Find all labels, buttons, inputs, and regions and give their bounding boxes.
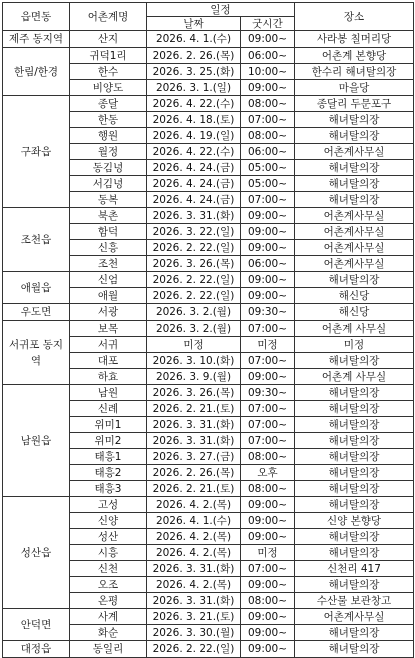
place-cell: 어촌계사무실 (295, 224, 414, 240)
time-cell: 06:00~ (241, 256, 295, 272)
date-cell: 미정 (147, 337, 241, 353)
village-cell: 조천 (70, 256, 147, 272)
village-cell: 서귀 (70, 337, 147, 353)
village-cell: 신천 (70, 561, 147, 577)
village-cell: 서김녕 (70, 176, 147, 192)
place-cell: 해녀탈의장 (295, 625, 414, 641)
place-cell: 종달리 두문포구 (295, 96, 414, 112)
place-cell: 한수리 해녀탈의장 (295, 64, 414, 80)
place-cell: 해신당 (295, 288, 414, 304)
region-cell: 서귀포 동지역 (3, 321, 70, 385)
time-cell: 09:00~ (241, 272, 295, 288)
time-cell: 09:00~ (241, 288, 295, 304)
village-cell: 화순 (70, 625, 147, 641)
date-cell: 2026. 4. 24.(금) (147, 192, 241, 208)
region-cell: 대정읍 (3, 641, 70, 658)
date-cell: 2026. 3. 21.(토) (147, 609, 241, 625)
time-cell: 05:00~ (241, 160, 295, 176)
date-cell: 2026. 4. 2.(목) (147, 529, 241, 545)
time-cell: 07:00~ (241, 401, 295, 417)
date-cell: 2026. 3. 27.(금) (147, 449, 241, 465)
table-row (3, 385, 414, 401)
region-cell: 남원읍 (3, 385, 70, 497)
date-cell: 2026. 3. 2.(월) (147, 304, 241, 321)
place-cell: 어촌계 본향당 (295, 48, 414, 64)
place-cell: 어촌계사무실 (295, 256, 414, 272)
time-cell: 09:00~ (241, 80, 295, 96)
date-cell: 2026. 4. 2.(목) (147, 545, 241, 561)
time-cell: 07:00~ (241, 112, 295, 128)
village-cell: 애월 (70, 288, 147, 304)
table-row (3, 321, 414, 337)
time-cell: 09:00~ (241, 224, 295, 240)
place-cell: 어촌계사무실 (295, 144, 414, 160)
date-cell: 2026. 4. 24.(금) (147, 160, 241, 176)
village-cell: 오조 (70, 577, 147, 593)
place-cell: 해녀탈의장 (295, 481, 414, 497)
date-cell: 2026. 3. 31.(화) (147, 433, 241, 449)
time-cell: 09:00~ (241, 513, 295, 529)
village-cell: 위미2 (70, 433, 147, 449)
table-body (3, 31, 414, 658)
time-cell: 오후 (241, 465, 295, 481)
region-cell: 애월읍 (3, 272, 70, 304)
time-cell: 05:00~ (241, 176, 295, 192)
time-cell: 09:30~ (241, 304, 295, 321)
table-row (3, 304, 414, 321)
date-cell: 2026. 2. 26.(목) (147, 48, 241, 64)
village-cell: 귀덕1리 (70, 48, 147, 64)
village-cell: 신양 (70, 513, 147, 529)
date-cell: 2026. 4. 19.(일) (147, 128, 241, 144)
date-cell: 2026. 3. 2.(월) (147, 321, 241, 337)
region-cell: 성산읍 (3, 497, 70, 609)
date-cell: 2026. 4. 24.(금) (147, 176, 241, 192)
village-cell: 한수 (70, 64, 147, 80)
place-cell: 어촌계사무실 (295, 208, 414, 224)
region-cell: 조천읍 (3, 208, 70, 272)
date-cell: 2026. 2. 22.(일) (147, 288, 241, 304)
date-cell: 2026. 2. 22.(일) (147, 272, 241, 288)
time-cell: 07:00~ (241, 417, 295, 433)
village-cell: 사계 (70, 609, 147, 625)
table-row (3, 48, 414, 64)
date-cell: 2026. 3. 1.(일) (147, 80, 241, 96)
place-cell: 사라봉 칠머리당 (295, 31, 414, 48)
village-cell: 비양도 (70, 80, 147, 96)
place-cell: 어촌계 사무실 (295, 321, 414, 337)
village-cell: 종달 (70, 96, 147, 112)
village-cell: 신례 (70, 401, 147, 417)
time-cell: 미정 (241, 337, 295, 353)
village-cell: 산지 (70, 31, 147, 48)
date-cell: 2026. 4. 2.(목) (147, 497, 241, 513)
time-cell: 09:00~ (241, 31, 295, 48)
time-cell: 09:00~ (241, 240, 295, 256)
place-cell: 해녀탈의장 (295, 176, 414, 192)
village-cell: 태흥3 (70, 481, 147, 497)
date-cell: 2026. 4. 22.(수) (147, 96, 241, 112)
time-cell: 09:00~ (241, 609, 295, 625)
village-cell: 서광 (70, 304, 147, 321)
place-cell: 해녀탈의장 (295, 497, 414, 513)
place-cell: 해녀탈의장 (295, 401, 414, 417)
region-cell: 우도면 (3, 304, 70, 321)
header-date: 날짜 (147, 17, 241, 31)
place-cell: 신천리 417 (295, 561, 414, 577)
header-time: 굿시간 (241, 17, 295, 31)
village-cell: 성산 (70, 529, 147, 545)
place-cell: 해녀탈의장 (295, 417, 414, 433)
date-cell: 2026. 3. 30.(월) (147, 625, 241, 641)
date-cell: 2026. 4. 1.(수) (147, 513, 241, 529)
region-cell: 안덕면 (3, 609, 70, 641)
time-cell: 09:00~ (241, 208, 295, 224)
village-cell: 신엄 (70, 272, 147, 288)
table-header (3, 3, 414, 31)
place-cell: 마을당 (295, 80, 414, 96)
date-cell: 2026. 2. 21.(토) (147, 401, 241, 417)
time-cell: 10:00~ (241, 64, 295, 80)
date-cell: 2026. 3. 31.(화) (147, 561, 241, 577)
place-cell: 해녀탈의장 (295, 529, 414, 545)
date-cell: 2026. 3. 26.(목) (147, 385, 241, 401)
place-cell: 신양 본향당 (295, 513, 414, 529)
time-cell: 09:00~ (241, 497, 295, 513)
place-cell: 해녀탈의장 (295, 272, 414, 288)
place-cell: 해녀탈의장 (295, 433, 414, 449)
time-cell: 07:00~ (241, 353, 295, 369)
time-cell: 08:00~ (241, 449, 295, 465)
time-cell: 09:00~ (241, 577, 295, 593)
place-cell: 해녀탈의장 (295, 160, 414, 176)
village-cell: 보목 (70, 321, 147, 337)
village-cell: 고성 (70, 497, 147, 513)
village-cell: 시흥 (70, 545, 147, 561)
region-cell: 구좌읍 (3, 96, 70, 208)
place-cell: 미정 (295, 337, 414, 353)
table-row (3, 641, 414, 658)
date-cell: 2026. 2. 21.(토) (147, 481, 241, 497)
date-cell: 2026. 3. 22.(일) (147, 224, 241, 240)
header-village: 어촌계명 (70, 3, 147, 31)
date-cell: 2026. 3. 31.(화) (147, 417, 241, 433)
village-cell: 온평 (70, 593, 147, 609)
village-cell: 태흥2 (70, 465, 147, 481)
date-cell: 2026. 3. 31.(화) (147, 208, 241, 224)
place-cell: 해녀탈의장 (295, 545, 414, 561)
village-cell: 대포 (70, 353, 147, 369)
date-cell: 2026. 2. 22.(일) (147, 641, 241, 658)
village-cell: 동김녕 (70, 160, 147, 176)
village-cell: 행원 (70, 128, 147, 144)
village-cell: 동일리 (70, 641, 147, 658)
village-cell: 신흥 (70, 240, 147, 256)
place-cell: 어촌계 사무실 (295, 369, 414, 385)
date-cell: 2026. 2. 26.(목) (147, 465, 241, 481)
time-cell: 08:00~ (241, 96, 295, 112)
village-cell: 하효 (70, 369, 147, 385)
time-cell: 08:00~ (241, 128, 295, 144)
table-row (3, 208, 414, 224)
village-cell: 동복 (70, 192, 147, 208)
time-cell: 09:00~ (241, 369, 295, 385)
place-cell: 해녀탈의장 (295, 128, 414, 144)
time-cell: 07:00~ (241, 192, 295, 208)
time-cell: 09:00~ (241, 529, 295, 545)
header-place: 장소 (295, 3, 414, 31)
table-row (3, 31, 414, 48)
table-row (3, 497, 414, 513)
village-cell: 한동 (70, 112, 147, 128)
date-cell: 2026. 3. 25.(화) (147, 64, 241, 80)
place-cell: 해녀탈의장 (295, 577, 414, 593)
date-cell: 2026. 3. 9.(월) (147, 369, 241, 385)
time-cell: 06:00~ (241, 144, 295, 160)
header-region: 읍면동 (3, 3, 70, 31)
date-cell: 2026. 2. 22.(일) (147, 240, 241, 256)
date-cell: 2026. 3. 26.(목) (147, 256, 241, 272)
table-row (3, 609, 414, 625)
place-cell: 해녀탈의장 (295, 449, 414, 465)
time-cell: 06:00~ (241, 48, 295, 64)
time-cell: 07:00~ (241, 561, 295, 577)
village-cell: 북촌 (70, 208, 147, 224)
village-cell: 월정 (70, 144, 147, 160)
time-cell: 09:00~ (241, 625, 295, 641)
place-cell: 해녀탈의장 (295, 192, 414, 208)
date-cell: 2026. 3. 10.(화) (147, 353, 241, 369)
place-cell: 해녀탈의장 (295, 465, 414, 481)
place-cell: 어촌계사무실 (295, 609, 414, 625)
time-cell: 09:00~ (241, 641, 295, 658)
village-cell: 태흥1 (70, 449, 147, 465)
place-cell: 해녀탈의장 (295, 112, 414, 128)
date-cell: 2026. 3. 31.(화) (147, 593, 241, 609)
place-cell: 수산물 보관창고 (295, 593, 414, 609)
time-cell: 08:00~ (241, 593, 295, 609)
schedule-table (2, 2, 414, 658)
village-cell: 위미1 (70, 417, 147, 433)
village-cell: 함덕 (70, 224, 147, 240)
time-cell: 07:00~ (241, 433, 295, 449)
date-cell: 2026. 4. 1.(수) (147, 31, 241, 48)
time-cell: 08:00~ (241, 481, 295, 497)
place-cell: 해녀탈의장 (295, 385, 414, 401)
table-row (3, 272, 414, 288)
place-cell: 해신당 (295, 304, 414, 321)
date-cell: 2026. 4. 22.(수) (147, 144, 241, 160)
region-cell: 한림/한경 (3, 48, 70, 96)
village-cell: 남원 (70, 385, 147, 401)
place-cell: 어촌계사무실 (295, 240, 414, 256)
header-schedule: 일정 (147, 3, 295, 17)
date-cell: 2026. 4. 2.(목) (147, 577, 241, 593)
time-cell: 07:00~ (241, 321, 295, 337)
table-row (3, 96, 414, 112)
date-cell: 2026. 4. 18.(토) (147, 112, 241, 128)
time-cell: 09:30~ (241, 385, 295, 401)
place-cell: 해녀탈의장 (295, 353, 414, 369)
time-cell: 미정 (241, 545, 295, 561)
place-cell: 해녀탈의장 (295, 641, 414, 658)
region-cell: 제주 동지역 (3, 31, 70, 48)
